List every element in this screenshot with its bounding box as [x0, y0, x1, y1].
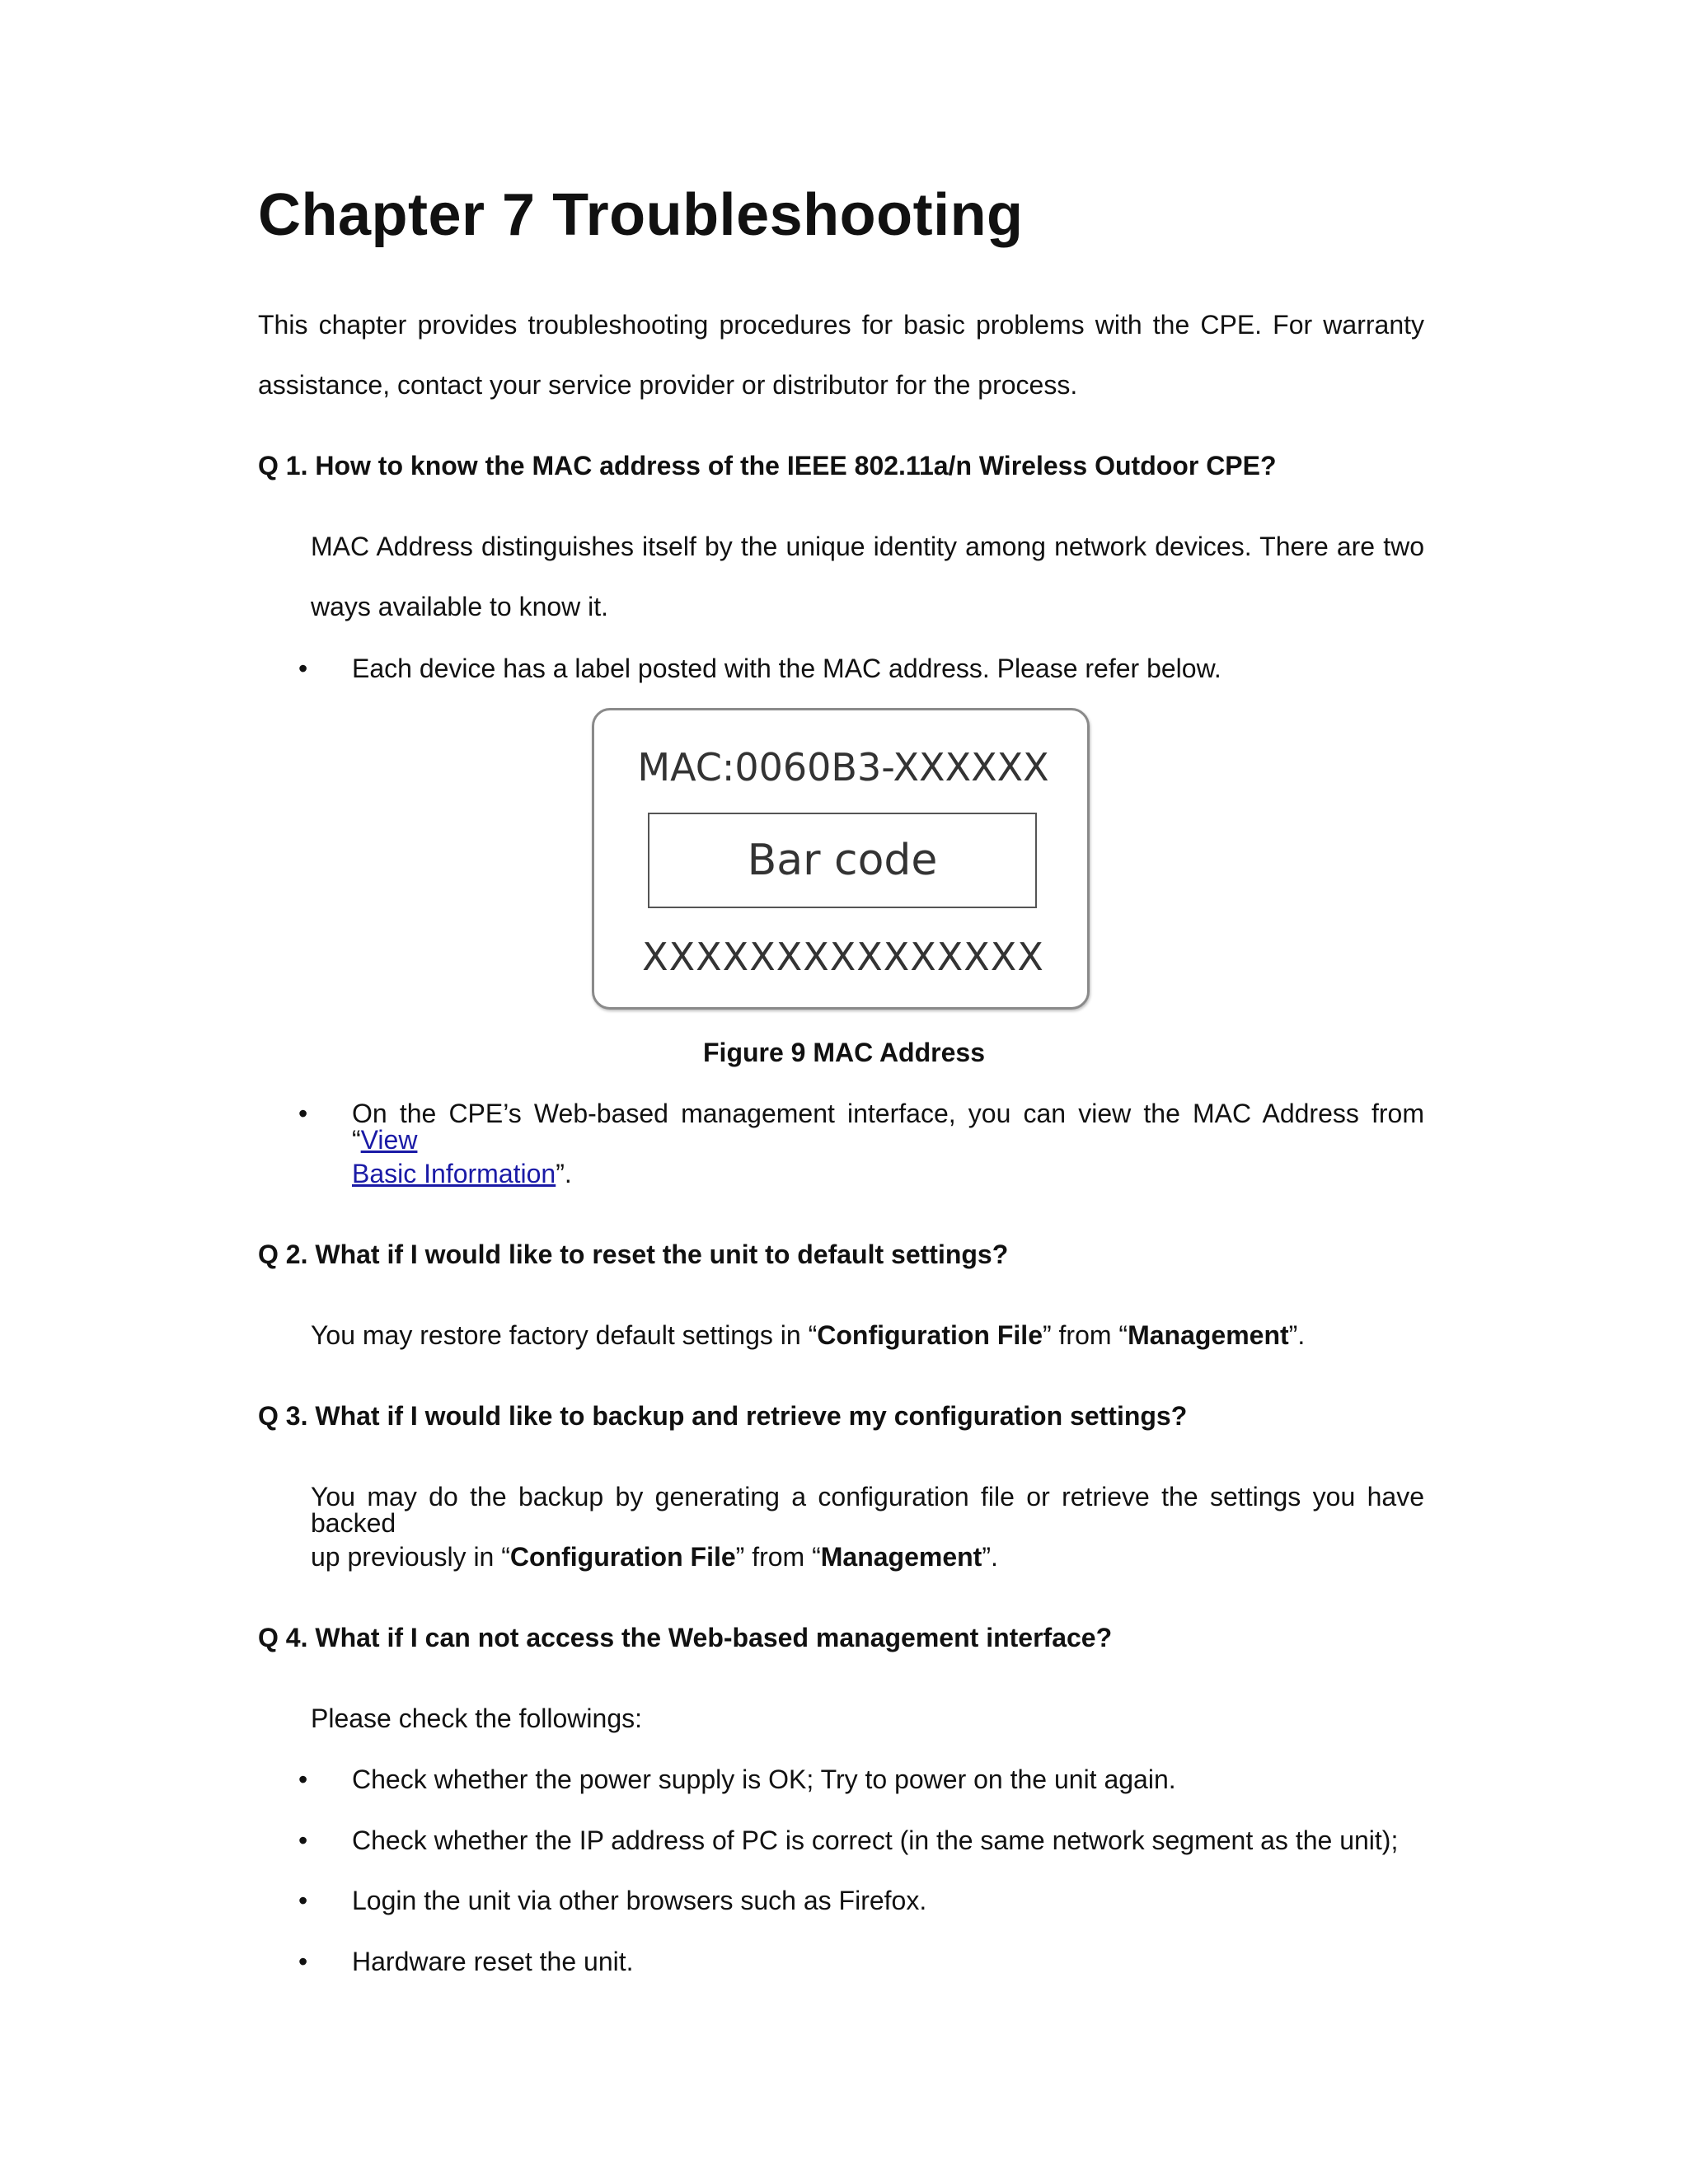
q3-heading: Q 3. What if I would like to backup and retrieve my configuration settings?: [258, 1401, 1188, 1431]
q4-bullet: Check whether the IP address of PC is correct (in the same network segment as the unit);: [352, 1825, 1399, 1855]
q1-bullet-2-line-2: [352, 1160, 572, 1187]
bullet-dot: •: [298, 1886, 308, 1915]
q2-text: ” from “: [1042, 1320, 1128, 1350]
management-term: Management: [820, 1542, 982, 1572]
management-term: Management: [1128, 1320, 1289, 1350]
q4-bullet: Check whether the power supply is OK; Try to power on the unit again.: [352, 1765, 1176, 1794]
q4-bullet: Hardware reset the unit.: [352, 1947, 634, 1976]
q3-text: ”.: [982, 1542, 998, 1572]
q1-bullet-2-prefix: On the CPE’s Web-based management interface, you can view the MAC Address from “: [352, 1099, 1424, 1155]
q1-paragraph-line-1: MAC Address distinguishes itself by the unique identity among network devices. There are two: [311, 532, 1424, 561]
q3-paragraph-line-2: [311, 1544, 998, 1570]
q4-bullet: Login the unit via other browsers such as Firefox.: [352, 1886, 927, 1915]
figure-caption: Figure 9 MAC Address: [703, 1038, 985, 1067]
q2-text: You may restore factory default settings in “: [311, 1320, 818, 1350]
q4-intro: Please check the followings:: [311, 1704, 642, 1733]
bullet-dot: •: [298, 1947, 308, 1976]
bullet-dot: •: [298, 654, 308, 683]
configuration-file-term: Configuration File: [509, 1542, 736, 1572]
q2-text: ”.: [1288, 1320, 1306, 1350]
view-basic-information-link[interactable]: View: [360, 1125, 418, 1155]
q2-heading: Q 2. What if I would like to reset the unit to default settings?: [258, 1240, 1009, 1269]
q3-text: up previously in “: [311, 1542, 510, 1572]
barcode-label: Bar code: [747, 836, 938, 885]
bullet-dot: •: [298, 1765, 308, 1794]
chapter-title: Chapter 7 Troubleshooting: [258, 182, 1024, 248]
q1-bullet-2-suffix: ”.: [556, 1159, 572, 1188]
q1-bullet-2-line-1: [352, 1100, 1424, 1153]
mac-address-label: MAC:0060B3-XXXXXX: [637, 745, 1049, 790]
q1-paragraph-line-2: ways available to know it.: [311, 592, 609, 621]
q1-bullet-1: Each device has a label posted with the MAC address. Please refer below.: [352, 654, 1221, 683]
intro-line-2: assistance, contact your service provider or distributor for the process.: [258, 370, 1078, 400]
q1-heading: Q 1. How to know the MAC address of the IEEE 802.11a/n Wireless Outdoor CPE?: [258, 451, 1277, 480]
q3-paragraph-line-1: You may do the backup by generating a configuration file or retrieve the settings you have backed: [311, 1482, 1424, 1538]
bullet-dot: •: [298, 1099, 308, 1128]
intro-line-1: This chapter provides troubleshooting procedures for basic problems with the CPE. For warranty: [258, 310, 1424, 340]
barcode-box: [648, 813, 1037, 908]
view-basic-information-link-continued[interactable]: Basic Information: [352, 1159, 556, 1188]
mac-label-figure: [592, 708, 1090, 1010]
serial-number-label: XXXXXXXXXXXXXXX: [642, 935, 1044, 979]
configuration-file-term: Configuration File: [817, 1320, 1043, 1350]
q2-paragraph: [311, 1322, 1305, 1348]
q4-heading: Q 4. What if I can not access the Web-based management interface?: [258, 1623, 1113, 1652]
bullet-dot: •: [298, 1825, 308, 1855]
q3-text: ” from “: [735, 1542, 821, 1572]
